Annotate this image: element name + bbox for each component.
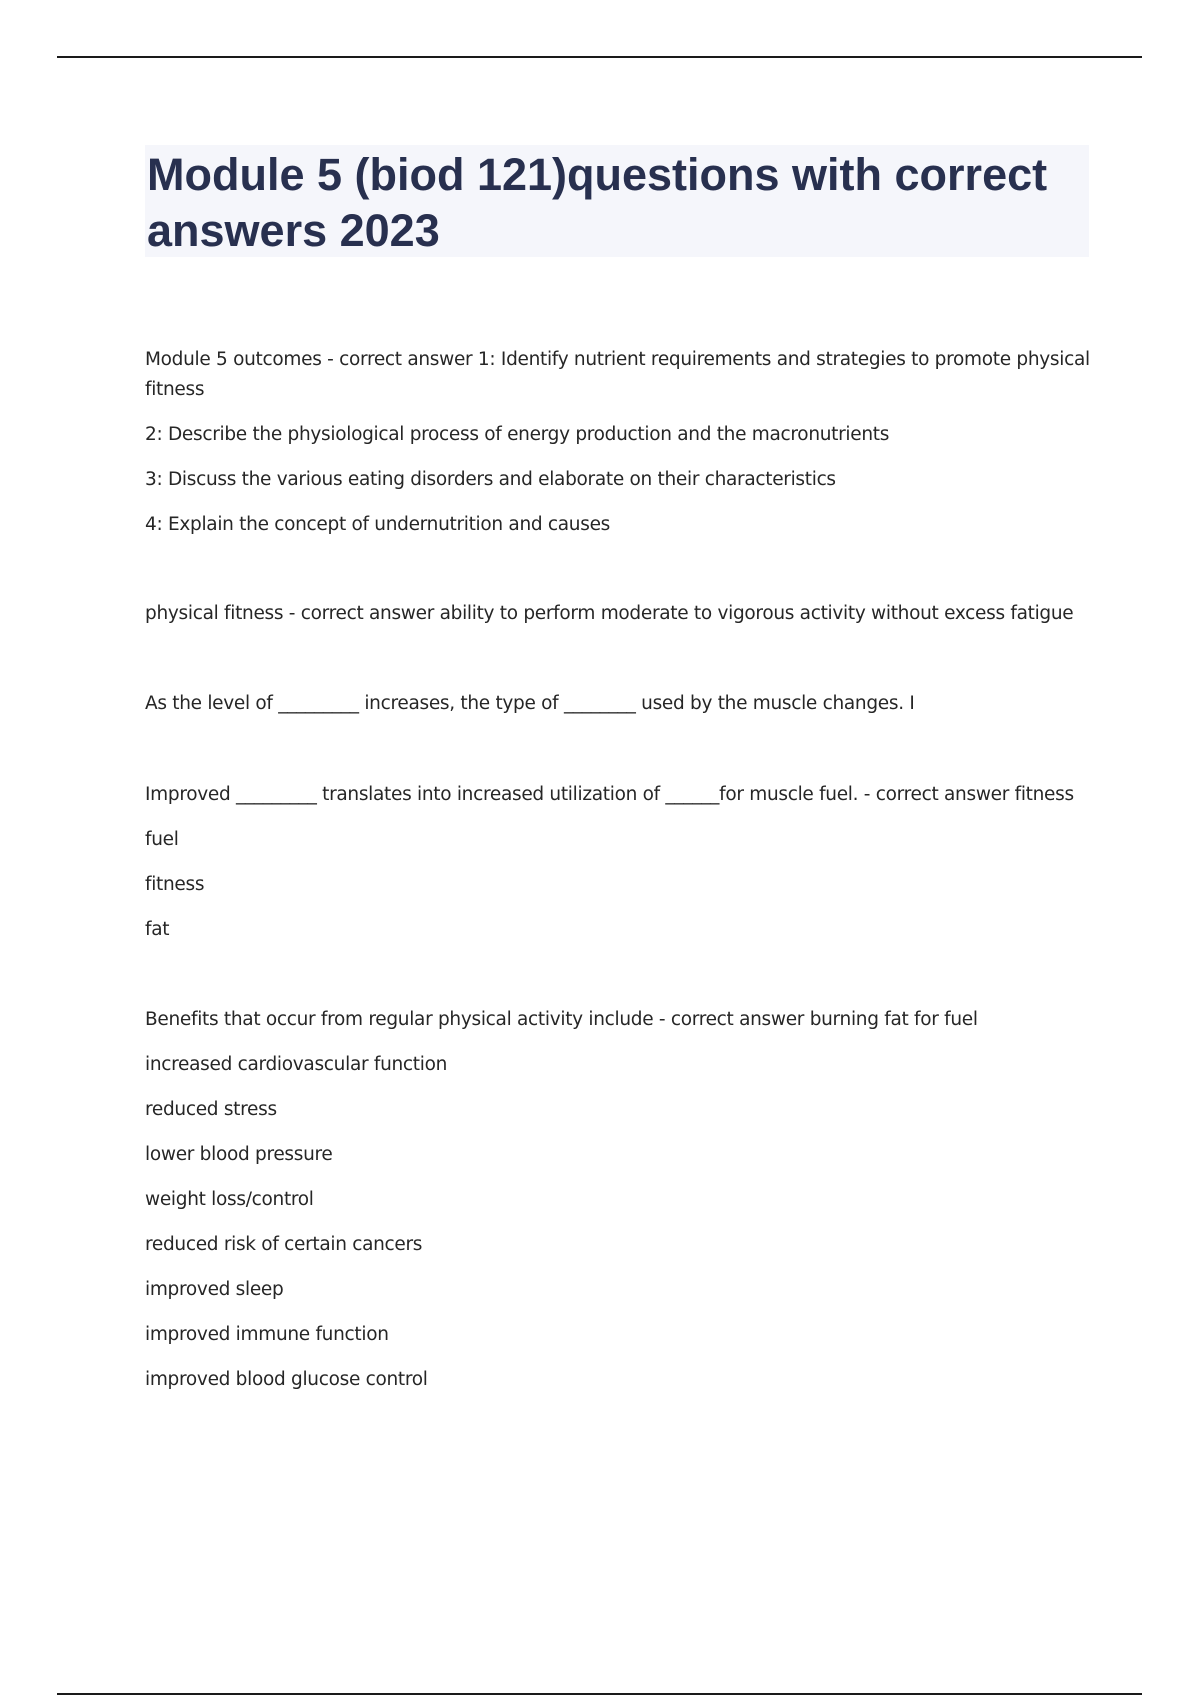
top-rule (57, 56, 1142, 58)
outcome-2-line: 2: Describe the physiological process of energy production and the macronutrients (145, 424, 890, 445)
benefit-item: weight loss/control (145, 1189, 314, 1210)
improved-fitness-line: Improved _________ translates into increased utilization of ______for muscle fuel. - correct answer fitness (145, 784, 1074, 805)
document-title: Module 5 (biod 121)questions with correct answers 2023 (147, 149, 1048, 256)
physical-fitness-line: physical fitness - correct answer ability to perform moderate to vigorous activity without excess fatigue (145, 603, 1074, 624)
qa-benefits (145, 1005, 1095, 1395)
title-banner (145, 145, 1089, 257)
benefit-item: reduced risk of certain cancers (145, 1234, 423, 1255)
benefit-item: improved immune function (145, 1324, 389, 1345)
qa-fuel-question (145, 689, 1095, 719)
bottom-rule (57, 1693, 1142, 1695)
benefits-question-line: Benefits that occur from regular physical activity include - correct answer burning fat for fuel (145, 1009, 978, 1030)
outcome-4-line: 4: Explain the concept of undernutrition and causes (145, 514, 610, 535)
qa-module-outcomes (145, 345, 1095, 540)
benefit-item: increased cardiovascular function (145, 1054, 448, 1075)
benefit-item: reduced stress (145, 1099, 277, 1120)
benefit-item: improved sleep (145, 1279, 284, 1300)
answer-fuel: fuel (145, 829, 179, 850)
answer-fat: fat (145, 919, 170, 940)
outcome-1-line: Module 5 outcomes - correct answer 1: Identify nutrient requirements and strategies to promote physical fitness (145, 349, 1090, 400)
qa-physical-fitness (145, 599, 1095, 629)
fuel-question-line: As the level of _________ increases, the type of ________ used by the muscle changes. I (145, 693, 915, 714)
outcome-3-line: 3: Discuss the various eating disorders and elaborate on their characteristics (145, 469, 836, 490)
qa-improved-fitness (145, 780, 1095, 945)
answer-fitness: fitness (145, 874, 205, 895)
benefit-item: improved blood glucose control (145, 1369, 428, 1390)
document-body (145, 345, 1095, 1395)
benefit-item: lower blood pressure (145, 1144, 333, 1165)
